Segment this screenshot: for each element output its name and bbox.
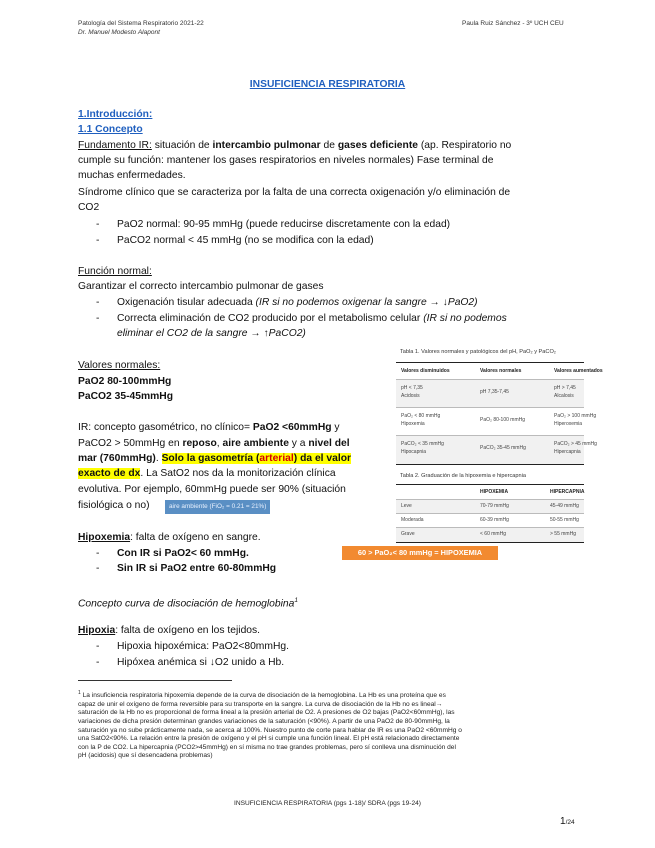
table-2-body [396,484,584,543]
footnote-line: una SatO2<90%. La relación entre la presión de oxígeno y el pH si cumple una función lineal. El pH está relacionado directamente [78,735,460,743]
footnote-line: saturación de la Hb no es proporcional de forma lineal a la presión arterial de O2. A presiones de O2 bajas (PaO2<60mmHg), las [78,709,455,717]
hipoxemia-item-2: Sin IR si PaO2 entre 60-80mmHg [117,563,277,574]
table-1 [396,346,603,464]
table-row: pH < 7,35 Acidosis pH 7,35-7,45 pH > 7,45 Alcalosis [396,379,584,407]
table-2 [396,472,584,542]
footnote [78,689,462,761]
hipoxemia-line: Hipoxemia: falta de oxígeno en sangre. [78,532,261,543]
table-row: Grave < 60 mmHg > 55 mmHg [396,527,584,542]
hipoxemia-label: Hipoxemia [78,532,131,543]
bullet-dash: - [96,657,100,668]
table-2-caption: Tabla 2. Graduación de la hipoxemia e hipercapnia [400,473,526,479]
fundamento-line-1: Fundamento IR: situación de intercambio pulmonar de gases deficiente (ap. Respiratorio no [78,140,512,151]
ir-line-2: PaCO2 > 50mmHg en reposo, aire ambiente y a nivel del [78,438,350,449]
sindrome-line-2: CO2 [78,202,100,213]
bullet-dash: - [96,219,100,230]
funcion-item-1: Oxigenación tisular adecuada (IR si no podemos oxigenar la sangre → ↓PaO2) [117,297,478,308]
subsection-heading: 1.1 Concepto [78,124,143,135]
hipoxia-label: Hipoxia [78,625,116,636]
section-heading: 1.Introducción: [78,109,153,120]
funcion-item-2-cont: eliminar el CO2 de la sangre → ↑PaCO2) [117,328,306,339]
hipoxemia-badge: 60 > PaO₂< 80 mmHg = HIPOXEMIA [342,546,498,560]
valores-paco2: PaCO2 35-45mmHg [78,391,173,402]
funcion-line-1: Garantizar el correcto intercambio pulmonar de gases [78,281,324,292]
bullet-dash: - [96,235,100,246]
bullet-dash: - [96,297,100,308]
table-1-body [396,362,603,465]
hipoxemia-item-1: Con IR si PaO2< 60 mmHg. [117,548,249,559]
ir-line-5: evolutiva. Por ejemplo, 60mmHg puede ser 90% (situación [78,484,346,495]
hipoxia-item-1: Hipoxia hipoxémica: PaO2<80mmHg. [117,641,289,652]
footnote-separator [78,680,232,681]
curva-line: Concepto curva de disociación de hemoglobina$^1$ [78,597,299,610]
funcion-item-2: Correcta eliminación de CO2 producido por el metabolismo celular (IR si no podemos [117,313,507,324]
bullet-dash: - [96,641,100,652]
bullet-dash: - [96,313,100,324]
page-number: 1/24 [560,816,575,827]
footnote-line: con la P de CO2. La hipercapnia (PCO2>45mmHg) en sí misma no trae grandes problemas, pero sí conlleva una disminución del [78,743,456,751]
table-row: Leve 70-79 mmHg 45-49 mmHg [396,499,584,513]
fundamento-label: Fundamento IR: [78,140,152,151]
header-professor: Dr. Manuel Modesto Alapont [78,29,160,36]
sindrome-line-1: Síndrome clínico que se caracteriza por la falta de una correcta oxigenación y/o eliminación de [78,187,511,198]
table-2-header: HIPERCAPNIA [550,489,585,495]
sindrome-item-1: PaO2 normal: 90-95 mmHg (puede reducirse discretamente con la edad) [117,219,451,230]
hipoxia-line: Hipoxia: falta de oxígeno en los tejidos. [78,625,261,636]
fundamento-line-2: cumple su función: mantener los gases respiratorios en niveles normales) Fase terminal de [78,155,494,166]
ir-line-6: fisiológica o no) [78,500,150,511]
fundamento-line-3: muchas enfermedades. [78,170,186,181]
footnote-ref[interactable]: 1 [294,597,299,604]
footer-text: INSUFICIENCIA RESPIRATORIA (pgs 1-18)/ SDRA (pgs 19-24) [233,800,421,807]
sindrome-item-2: PaCO2 normal < 45 mmHg (no se modifica con la edad) [117,235,374,246]
valores-pao2: PaO2 80-100mmHg [78,376,172,387]
hipoxia-item-2: Hipóxea anémica si ↓O2 unido a Hb. [117,657,285,668]
table-1-header: Valores normales [480,368,522,374]
table-row: PaCO₂ < 35 mmHg Hipocapnia PaCO₂ 35-45 mmHg PaCO₂ > 45 mmHg Hipercapnia [396,435,584,464]
footnote-line: $^1$ La insuficiencia respiratoria hipoxemia depende de la curva de disociación de la hemoglobina. La Hb es una proteína que es [78,690,446,700]
table-2-header: HIPOXEMIA [480,489,509,495]
ir-line-3: mar (760mmHg). Solo la gasometría (arterial) da el valor [78,453,352,464]
footnote-line: variaciones de dicha presión determinan grandes variaciones de la saturación (<90%). A partir de una PaO2 de 80-90mmHg, la [78,717,450,725]
table-row: Moderada 60-39 mmHg 50-55 mmHg [396,513,584,527]
header-author: Paula Ruiz Sánchez - 3º UCH CEU [462,20,564,27]
table-1-caption: Tabla 1. Valores normales y patológicos del pH, PaO₂ y PaCO₂ [400,349,556,355]
bullet-dash: - [96,563,100,574]
footnote-line: capaz de unir el oxígeno de forma reversible para su transporte en la sangre. La curva de disociación de la Hb no es lineal→ [78,700,443,708]
funcion-label: Función normal: [78,266,152,277]
ir-line-1: IR: concepto gasométrico, no clínico= PaO2 <60mmHg y [78,422,340,433]
ir-line-4: exacto de dx. La SatO2 nos da la monitorización clínica [78,468,336,479]
table-1-header: Valores aumentados [554,368,603,374]
bullet-dash: - [96,548,100,559]
header-course: Patología del Sistema Respiratorio 2021-22 [78,20,204,27]
document-title: INSUFICIENCIA RESPIRATORIA [249,79,406,90]
valores-label: Valores normales: [78,360,161,371]
table-1-header: Valores disminuidos [401,368,450,374]
aire-ambiente-badge: aire ambiente (FiO₂ = 0.21 = 21%) [165,500,270,514]
table-row: PaO₂ < 80 mmHg Hipoxemia PaO₂ 80-100 mmHg PaO₂ > 100 mmHg Hiperoxemia [396,407,584,435]
footnote-line: saturación ya no sube prácticamente nada, se acerca al 100%. Nuestro punto de corte para hablar de IR es una PaO2 <60mmHg o [78,726,462,734]
footnote-line: pH (acidosis) que sí desencadena problemas) [78,752,213,760]
